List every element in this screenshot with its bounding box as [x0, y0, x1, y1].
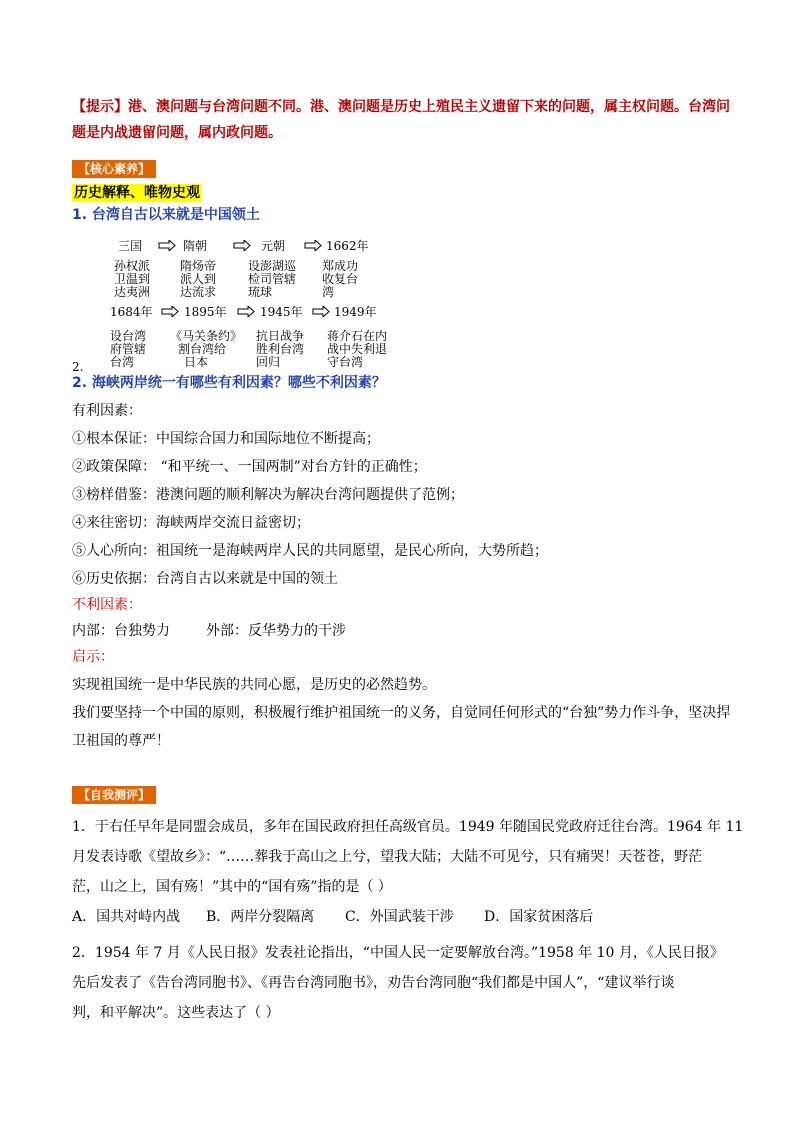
q1-option-b[interactable]: B．两岸分裂隔离 [206, 909, 315, 925]
q2-line-2: 先后发表了《告台湾同胞书》、《再告台湾同胞书》，劝告台湾同胞“我们都是中国人”，“建议举行谈 [72, 975, 675, 991]
desc-line: 孙权派 [114, 259, 151, 273]
q1-option-d[interactable]: D．国家贫困落后 [484, 909, 594, 925]
desc-line: 台湾 [110, 355, 135, 369]
right-arrow-icon [237, 306, 255, 316]
desc-line: 《马关条约》 [170, 329, 243, 343]
q1-option-a[interactable]: A．国共对峙内战 [72, 909, 181, 925]
favorable-label: 有利因素： [72, 403, 142, 419]
q1-line-3: 茫，山之上，国有殇！”其中的“国有殇”指的是（ ） [72, 879, 392, 895]
desc-line: 守台湾 [327, 355, 364, 369]
heading-2: 2. 海峡两岸统一有哪些有利因素？哪些不利因素？ [72, 375, 386, 391]
timeline-figure [108, 232, 428, 370]
hint-line-1: 【提示】港、澳问题与台湾问题不同。港、澳问题是历史上殖民主义遗留下来的问题，属主权问题。台湾问 [72, 99, 730, 115]
timeline-row2-item: 1895年 [184, 305, 227, 319]
favorable-item: ③榜样借鉴：港澳问题的顺利解决为解决台湾问题提供了范例； [72, 487, 464, 503]
inspire-label: 启示： [72, 649, 114, 665]
self-test-tag [72, 784, 156, 803]
desc-line: 设台湾 [110, 329, 147, 343]
right-arrow-icon [161, 306, 179, 316]
hint-line-2: 题是内战遗留问题，属内政问题。 [72, 125, 282, 141]
core-literacy-tag [72, 158, 156, 177]
timeline-row1-desc [114, 260, 150, 299]
timeline-row1-item: 隋朝 [183, 239, 208, 253]
self-test-tag-label: 【自我测评】 [72, 786, 156, 804]
desc-line: 派人到 [180, 272, 217, 286]
timeline-row1-desc [248, 260, 296, 299]
desc-line: 府管辖 [110, 342, 147, 356]
timeline-row2-desc [327, 330, 387, 369]
timeline-row2-item: 1945年 [260, 305, 303, 319]
desc-line: 郑成功 [322, 259, 359, 273]
timeline-row1-desc [322, 260, 358, 299]
right-arrow-icon [158, 240, 176, 250]
desc-line: 蒋介石在内 [327, 329, 388, 343]
desc-line: 湾 [322, 285, 335, 299]
right-arrow-icon [233, 240, 251, 250]
right-arrow-icon [304, 240, 322, 250]
desc-line: 胜利台湾 [256, 342, 305, 356]
desc-line: 卫温到 [114, 272, 151, 286]
history-label-text: 历史解释、唯物史观 [74, 185, 200, 201]
q1-line-2: 月发表诗歌《望故乡》：“……葬我于高山之上兮，望我大陆；大陆不可见兮，只有痛哭！天苍苍，野茫 [72, 849, 703, 865]
desc-line: 检司管辖 [248, 272, 297, 286]
desc-line: 设澎湖巡 [248, 259, 297, 273]
favorable-item: ②政策保障： “和平统一、一国两制”对台方针的正确性； [72, 459, 427, 475]
desc-line: 回归 [256, 355, 281, 369]
timeline-row2-desc [170, 330, 242, 369]
favorable-item: ⑥历史依据：台湾自古以来就是中国的领土 [72, 571, 338, 587]
unfavorable-label: 不利因素： [72, 597, 142, 613]
inspire-line-2b: 卫祖国的尊严！ [72, 733, 170, 749]
inspire-line-2a: 我们要坚持一个中国的原则，积极履行维护祖国统一的义务，自觉同任何形式的“台独”势力作斗争，坚决捍 [72, 705, 731, 721]
timeline-row1-item: 1662年 [326, 239, 369, 253]
timeline-row2-desc [110, 330, 146, 369]
desc-line: 达夷洲 [114, 285, 151, 299]
q1-option-c[interactable]: C．外国武装干涉 [345, 909, 454, 925]
desc-line: 战中失利退 [327, 342, 388, 356]
favorable-item: ①根本保证：中国综合国力和国际地位不断提高； [72, 431, 380, 447]
q2-line-1: 2．1954 年 7 月《人民日报》发表社论指出，“中国人民一定要解放台湾。”1958 年 10 月，《人民日报》 [72, 945, 724, 961]
desc-line: 达流求 [180, 285, 217, 299]
inspire-line-1: 实现祖国统一是中华民族的共同心愿，是历史的必然趋势。 [72, 677, 436, 693]
unfavorable-inner: 内部：台独势力 [72, 623, 170, 639]
stray-number: 2. [72, 360, 84, 374]
desc-line: 琉球 [248, 285, 273, 299]
timeline-row1-item: 三国 [118, 239, 143, 253]
timeline-row1-item: 元朝 [261, 239, 286, 253]
favorable-item: ⑤人心所向：祖国统一是海峡两岸人民的共同愿望，是民心所向，大势所趋； [72, 543, 548, 559]
unfavorable-outer: 外部：反华势力的干涉 [206, 623, 346, 639]
desc-line: 日本 [184, 355, 209, 369]
history-label [72, 182, 202, 202]
q1-line-1: 1．于右任早年是同盟会成员，多年在国民政府担任高级官员。1949 年随国民党政府迁往台湾。1964 年 11 [72, 819, 744, 835]
timeline-row2-item: 1684年 [110, 305, 153, 319]
favorable-item: ④来往密切：海峡两岸交流日益密切； [72, 515, 310, 531]
timeline-row2-item: 1949年 [334, 305, 377, 319]
timeline-row1-desc [180, 260, 216, 299]
core-literacy-tag-label: 【核心素养】 [72, 160, 156, 178]
timeline-row2-desc [256, 330, 304, 369]
q2-line-3: 判，和平解决”。这些表达了（ ） [72, 1005, 280, 1021]
desc-line: 抗日战争 [256, 329, 305, 343]
desc-line: 隋炀帝 [180, 259, 217, 273]
heading-1: 1. 台湾自古以来就是中国领土 [72, 207, 260, 223]
desc-line: 割台湾给 [178, 342, 227, 356]
desc-line: 收复台 [322, 272, 359, 286]
right-arrow-icon [312, 306, 330, 316]
